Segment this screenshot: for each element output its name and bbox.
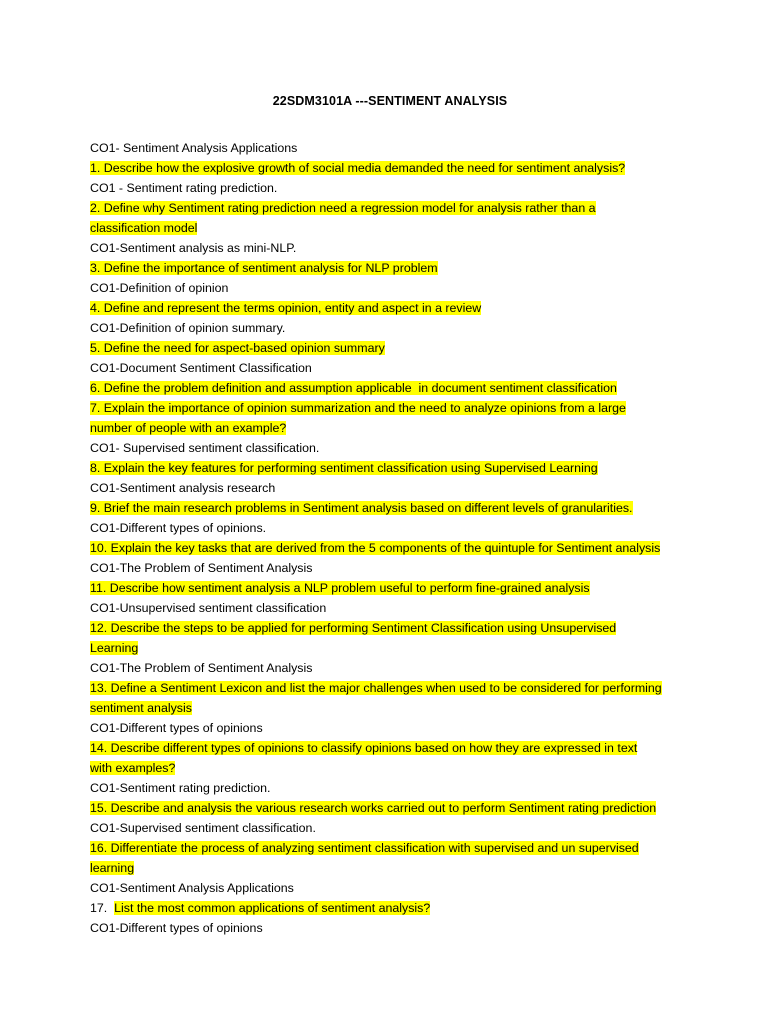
question-item [90,738,690,778]
question-text-highlight: 11. Describe how sentiment analysis a NLP problem useful to perform fine-grained analysis [90,581,590,595]
question-text-highlight: 9. Brief the main research problems in Sentiment analysis based on different levels of granularities. [90,501,633,515]
question-item [90,618,690,658]
question-item [90,338,690,358]
question-item [90,258,690,278]
question-text-highlight: 5. Define the need for aspect-based opinion summary [90,341,385,355]
question-text-highlight: 6. Define the problem definition and assumption applicable in document sentiment classification [90,381,617,395]
question-item [90,798,690,818]
question-line [90,798,690,818]
co-heading: CO1-Sentiment analysis as mini-NLP. [90,241,297,255]
question-text-highlight: 16. Differentiate the process of analyzing sentiment classification with supervised and un supervised [90,841,639,855]
question-line [90,738,690,758]
question-item [90,298,690,318]
question-text-highlight: Learning [90,641,139,655]
question-text-highlight: 4. Define and represent the terms opinion, entity and aspect in a review [90,301,482,315]
question-text-highlight: 7. Explain the importance of opinion summarization and the need to analyze opinions from a large [90,401,626,415]
question-item [90,398,690,438]
co-heading: CO1-Sentiment Analysis Applications [90,881,294,895]
question-text-highlight: 12. Describe the steps to be applied for performing Sentiment Classification using Unsupervised [90,621,617,635]
question-line [90,338,690,358]
question-item [90,898,690,918]
question-text-highlight: classification model [90,221,198,235]
question-item [90,678,690,718]
co-heading: CO1-The Problem of Sentiment Analysis [90,661,313,675]
co-heading: CO1-Definition of opinion summary. [90,321,286,335]
question-text-highlight: 2. Define why Sentiment rating prediction need a regression model for analysis rather than a [90,201,596,215]
co-heading: CO1-Supervised sentiment classification. [90,821,316,835]
co-heading: CO1-Sentiment rating prediction. [90,781,271,795]
co-heading: CO1-Different types of opinions [90,921,263,935]
question-text-highlight: with examples? [90,761,176,775]
question-text-highlight: 14. Describe different types of opinions to classify opinions based on how they are expressed in text [90,741,638,755]
co-heading: CO1 - Sentiment rating prediction. [90,181,278,195]
question-item [90,838,690,878]
question-line [90,858,690,878]
question-line [90,758,690,778]
question-line [90,538,690,558]
question-text-highlight: 10. Explain the key tasks that are derived from the 5 components of the quintuple for Sentiment analysis [90,541,661,555]
question-item [90,158,690,178]
question-line [90,158,690,178]
question-line [90,678,690,698]
co-heading: CO1-Sentiment analysis research [90,481,276,495]
question-text-highlight: sentiment analysis [90,701,192,715]
question-item [90,498,690,518]
question-item [90,458,690,478]
question-text-highlight: 3. Define the importance of sentiment analysis for NLP problem [90,261,438,275]
question-line [90,398,690,418]
question-line [90,498,690,518]
question-line [90,258,690,278]
question-text-highlight: 15. Describe and analysis the various research works carried out to perform Sentiment rating prediction [90,801,657,815]
document-body [90,138,690,938]
question-line [90,618,690,638]
question-text-highlight: learning [90,861,135,875]
question-line [90,638,690,658]
co-heading: CO1-Unsupervised sentiment classification [90,601,327,615]
question-line [90,218,690,238]
question-line [90,898,690,918]
question-text-highlight: 1. Describe how the explosive growth of social media demanded the need for sentiment analysis? [90,161,626,175]
question-line [90,578,690,598]
question-item [90,378,690,398]
question-text-highlight: 13. Define a Sentiment Lexicon and list the major challenges when used to be considered for performing [90,681,662,695]
question-line [90,298,690,318]
document-title: 22SDM3101A ---SENTIMENT ANALYSIS [272,94,508,108]
co-heading: CO1-Definition of opinion [90,281,229,295]
question-item [90,198,690,238]
question-text-highlight: List the most common applications of sentiment analysis? [114,901,431,915]
question-item [90,578,690,598]
question-text-highlight: 8. Explain the key features for performing sentiment classification using Supervised Learning [90,461,598,475]
question-item [90,538,690,558]
question-line [90,838,690,858]
question-line [90,378,690,398]
document-page [90,94,690,938]
question-line [90,198,690,218]
co-heading: CO1- Sentiment Analysis Applications [90,141,298,155]
co-heading: CO1-The Problem of Sentiment Analysis [90,561,313,575]
question-line [90,458,690,478]
question-number: 17. [90,901,115,915]
question-line [90,698,690,718]
co-heading: CO1-Different types of opinions. [90,521,267,535]
question-text-highlight: number of people with an example? [90,421,287,435]
co-heading: CO1-Document Sentiment Classification [90,361,312,375]
co-heading: CO1- Supervised sentiment classification. [90,441,320,455]
question-line [90,418,690,438]
co-heading: CO1-Different types of opinions [90,721,263,735]
